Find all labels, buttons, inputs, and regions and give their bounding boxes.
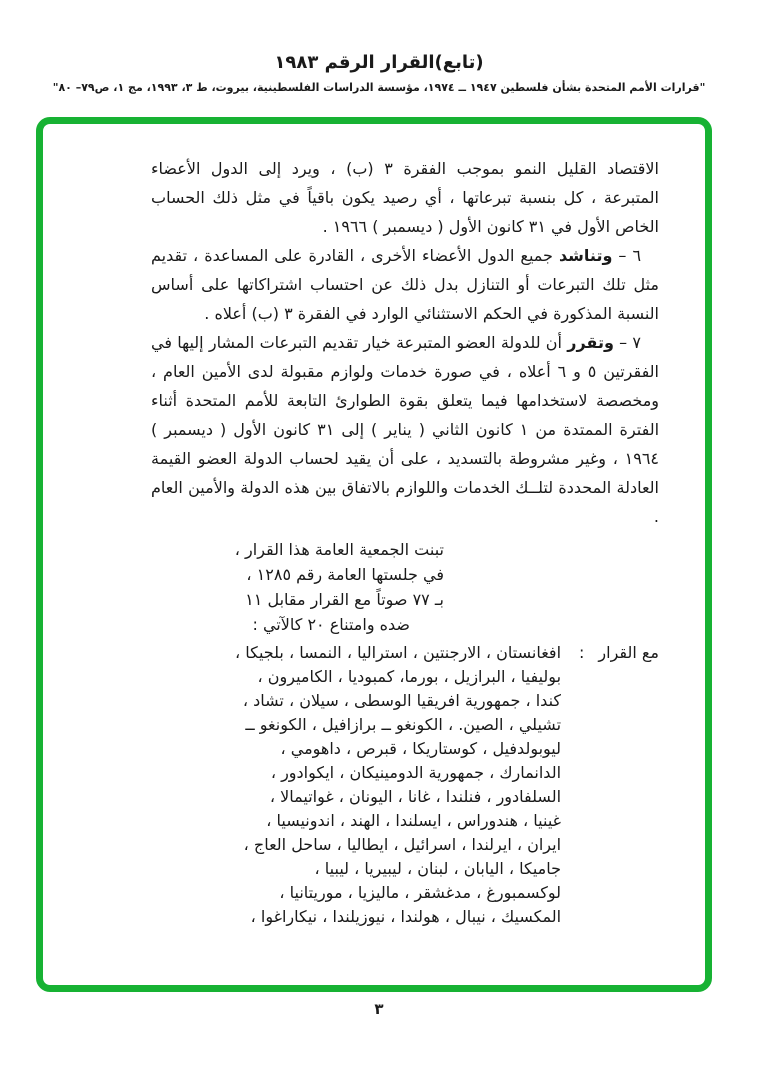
vote-label-separator: : [579, 643, 585, 662]
source-citation: "قرارات الأمم المتحدة بشأن فلسطين ١٩٤٧ ــ ١٩٧٤، مؤسسة الدراسات الفلسطينية، بيروت، ط ٣، ١٩٩٣، مج ١، ص٧٩– ٨٠" [52, 81, 706, 94]
clause-7-keyword: وتقرر [567, 333, 614, 352]
country-line: الدانمارك ، جمهورية الدومينيكان ، ايكوادور ، [270, 763, 562, 782]
country-line: لوكسمبورغ ، مدغشقر ، ماليزيا ، موريتانيا ، [279, 883, 562, 902]
vote-record [151, 641, 659, 929]
country-line: بوليفيا ، البرازيل ، بورما، كمبوديا ، الكاميرون ، [257, 667, 562, 686]
clause-6-text: جميع الدول الأعضاء الأخرى ، القادرة على المساعدة ، تقديم مثل تلك التبرعات أو التنازل بدل ذلك عن احتساب اشتراكاتها على أساس النسبة المذكورة في الحكم الاستثنائي الوارد في الفقرة ٣ (ب) أعلاه . [151, 246, 659, 323]
country-line: غينيا ، هندوراس ، ايسلندا ، الهند ، اندونيسيا ، [266, 811, 562, 830]
country-line: ليوبولدفيل ، كوستاريكا ، قبرص ، داهومي ، [280, 739, 562, 758]
vote-for-countries [151, 641, 561, 929]
country-line: السلفادور ، فنلندا ، غانا ، اليونان ، غواتيمالا ، [269, 787, 562, 806]
clause-6-keyword: وتناشد [558, 246, 613, 265]
country-line: تشيلي ، الصين. ، الكونغو ــ برازافيل ، الكونغو ــ [245, 715, 562, 734]
country-line: كندا ، جمهورية افريقيا الوسطى ، سيلان ، تشاد ، [242, 691, 562, 710]
country-line: جاميكا ، اليابان ، لبنان ، ليبيريا ، ليبيا ، [314, 859, 562, 878]
country-line: افغانستان ، الارجنتين ، استراليا ، النمسا ، بلجيكا ، [235, 643, 562, 662]
adoption-formula [151, 537, 444, 637]
clause-7-number: ٧ – [619, 333, 641, 352]
adoption-line: في جلستها العامة رقم ١٢٨٥ ، [246, 565, 444, 584]
clause-7-text: أن للدولة العضو المتبرعة خيار تقديم التبرعات المشار إليها في الفقرتين ٥ و ٦ أعلاه ، في صورة خدمات ولوازم مقبولة لدى الأمين العام ، ومخصصة لاستخدامها فيما يتعلق بقوة الطوارئ التابعة للأمم المتحدة أثناء الفترة الممتدة من ١ كانون الثاني ( يناير ) إلى ٣١ كانون الأول ( ديسمبر ) ١٩٦٤ ، وغير مشروطة بالتسديد ، على أن يقيد لحساب الدولة العضو القيمة العادلة المحددة لتلــك الخدمات واللوازم بالاتفاق بين هذه الدولة والأمين العام . [151, 333, 660, 526]
country-line: المكسيك ، نيبال ، هولندا ، نيوزيلندا ، نيكاراغوا ، [250, 907, 562, 926]
clause-6-number: ٦ – [618, 246, 642, 265]
document-frame [36, 117, 712, 992]
page-number: ٣ [374, 1000, 384, 1018]
adoption-line: ضده وامتناع ٢٠ كالآتي : [252, 615, 410, 634]
continuation-paragraph: الاقتصاد القليل النمو بموجب الفقرة ٣ (ب) ، ويرد إلى الدول الأعضاء المتبرعة ، كل بنسبة تبرعاتها ، أي رصيد يكون باقياً في مثل ذلك الحساب الخاص الأول في ٣١ كانون الأول ( ديسمبر ) ١٩٦٦ . [151, 159, 659, 236]
clause-6 [151, 241, 659, 328]
country-line: ايران ، ايرلندا ، اسرائيل ، ايطاليا ، ساحل العاج ، [243, 835, 562, 854]
clause-7 [151, 328, 659, 531]
adoption-line: تبنت الجمعية العامة هذا القرار ، [234, 540, 444, 559]
adoption-line: بـ ٧٧ صوتاً مع القرار مقابل ١١ [245, 590, 444, 609]
page-header [0, 0, 758, 94]
vote-for-label: مع القرار [598, 643, 659, 662]
document-body [43, 124, 705, 929]
resolution-title: (تابع)القرار الرقم ١٩٨٣ [274, 52, 484, 73]
